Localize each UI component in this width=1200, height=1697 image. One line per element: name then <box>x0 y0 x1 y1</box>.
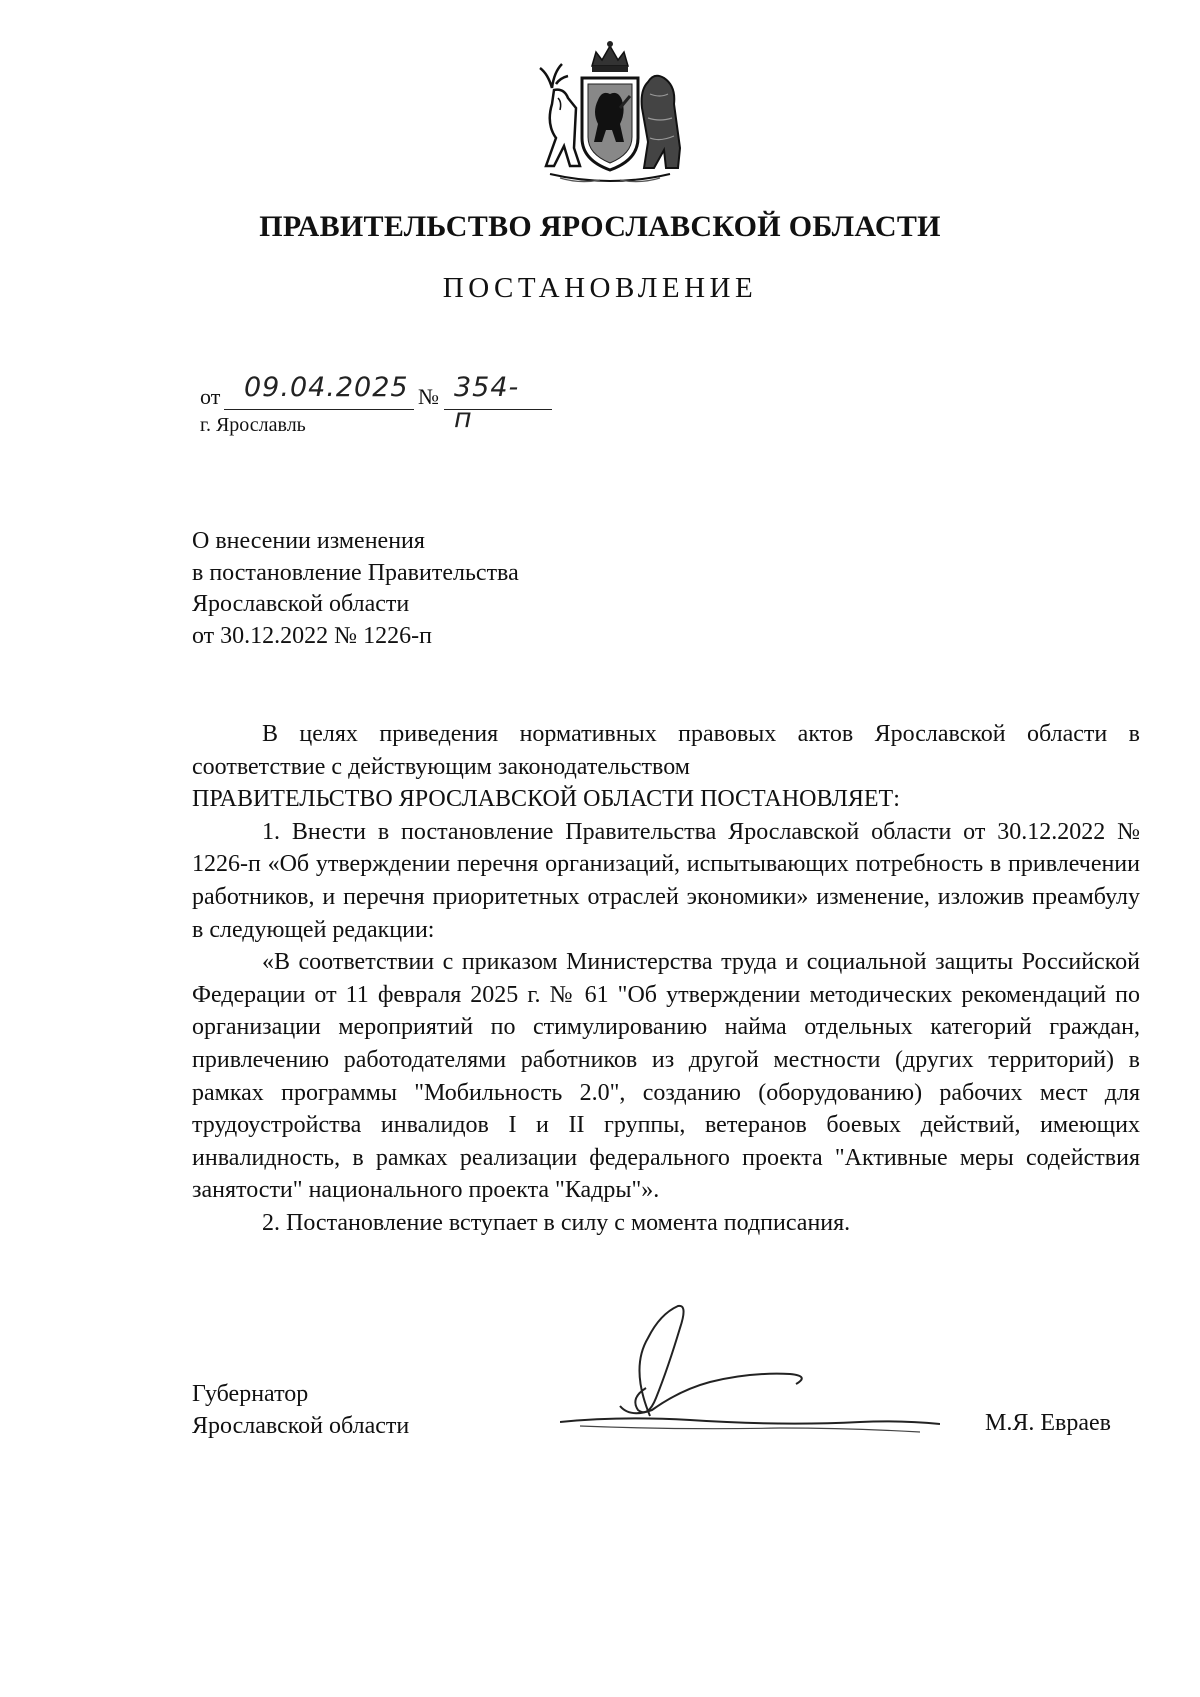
subject-line: О внесении изменения <box>192 528 425 554</box>
document-type: ПОСТАНОВЛЕНИЕ <box>442 272 758 304</box>
number-label: № <box>418 384 439 409</box>
government-title: ПРАВИТЕЛЬСТВО ЯРОСЛАВСКОЙ ОБЛАСТИ <box>259 210 941 243</box>
position-line: Губернатор <box>192 1381 309 1407</box>
quote-paragraph: «В соответствии с приказом Министерства труда и социальной защиты Российской Федерации от 11 февраля 2025 г. № 61 "Об утверждении методических рекомендаций по организации мероприятий по стимулированию найма отдельных категорий граждан, привлечению работодателями работников из другой местности (других территорий) в рамках программы "Мобильность 2.0", созданию (оборудованию) рабочих мест для трудоустройства инвалидов I и II группы, ветеранов боевых действий, имеющих инвалидность, в рамках реализации федерального проекта "Активные меры содействия занятости" национального проекта "Кадры"». <box>192 949 1140 1204</box>
preamble-paragraph: В целях приведения нормативных правовых актов Ярославской области в соответствие с действующим законодательством <box>192 721 1140 780</box>
resolves-line: ПРАВИТЕЛЬСТВО ЯРОСЛАВСКОЙ ОБЛАСТИ ПОСТАНОВЛЯЕТ: <box>192 786 900 813</box>
date-label: от <box>200 384 221 409</box>
date-underline <box>224 409 414 410</box>
subject-line: от 30.12.2022 № 1226-п <box>192 622 432 649</box>
item-1-paragraph: 1. Внести в постановление Правительства Ярославской области от 30.12.2022 № 1226-п «Об утверждении перечня организаций, испытывающих потребность в привлечении работников, и перечня приоритетных отраслей экономики» изменение, изложив преамбулу в следующей редакции: <box>192 818 1140 943</box>
subject-line: в постановление Правительства <box>192 559 519 586</box>
signatory-name: М.Я. Евраев <box>985 1410 1111 1436</box>
signatory-position <box>192 1378 409 1442</box>
document-subject <box>192 526 519 652</box>
document-number: 354-п <box>454 372 520 434</box>
document-date: 09.04.2025 <box>244 372 409 403</box>
document-city: г. Ярославль <box>200 414 306 436</box>
coat-of-arms-icon <box>530 38 690 188</box>
document-body <box>192 718 1140 1240</box>
position-line: Ярославской области <box>192 1413 410 1439</box>
subject-line: Ярославской области <box>192 591 410 617</box>
item-2-paragraph: 2. Постановление вступает в силу с момента подписания. <box>262 1209 851 1236</box>
handwritten-signature <box>560 1298 940 1458</box>
